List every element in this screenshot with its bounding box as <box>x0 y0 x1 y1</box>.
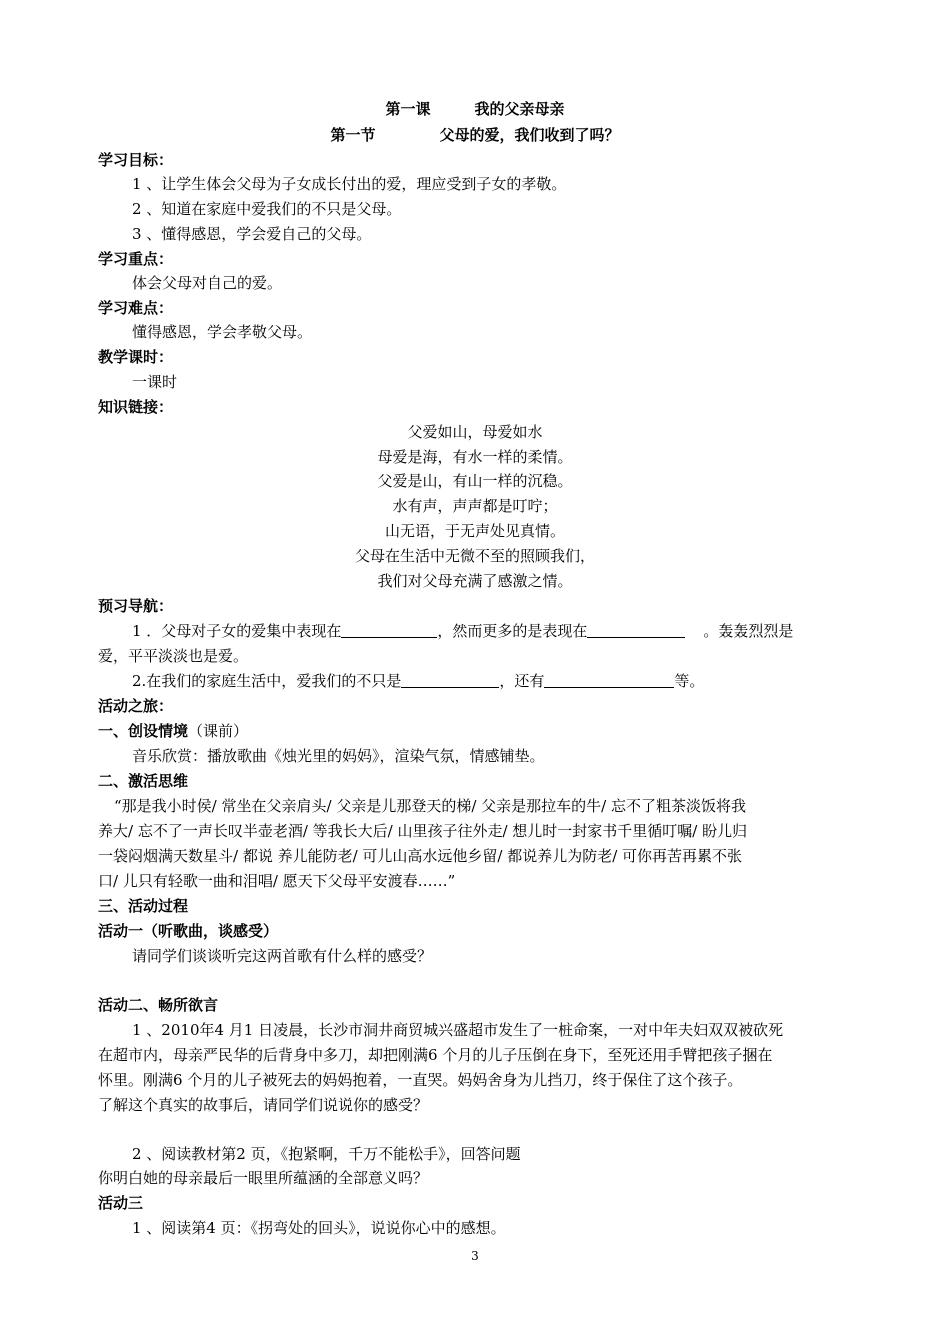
poem-line: 我们对父母充满了感激之情。 <box>377 572 573 590</box>
preview-question-1-cont: 爱，平平淡淡也是爱。 <box>98 647 249 665</box>
poem-line: 山无语，于无声处见真情。 <box>384 522 565 540</box>
lyric-line: “那是我小时侯/ 常坐在父亲肩头/ 父亲是儿那登天的梯/ 父亲是那拉车的牛/ 忘不了粗茶淡饭将我 <box>114 797 746 815</box>
goal-item: 1 、让学生体会父母为子女成长付出的爱，理应受到子女的孝敬。 <box>132 175 567 193</box>
poem-line: 父母在生活中无微不至的照顾我们， <box>354 547 595 565</box>
story-line: 在超市内，母亲严民华的后背身中多刀，却把刚满6 个月的儿子压倒在身下，至死还用手臂把孩子捆在 <box>98 1046 773 1064</box>
answer-blank[interactable] <box>341 621 437 638</box>
activity3-heading: 活动三 <box>98 1194 144 1212</box>
activity2-heading: 活动二、畅所欲言 <box>98 996 219 1014</box>
key-text: 体会父母对自己的爱。 <box>132 274 283 292</box>
part2-heading: 二、激活思维 <box>98 772 189 790</box>
lyric-line: 口/ 儿只有轻歌一曲和泪唱/ 愿天下父母平安渡春……” <box>98 872 456 890</box>
part1-heading: 一、创设情境（课前） <box>98 722 249 740</box>
section-title: 第一节 父母的爱，我们收到了吗？ <box>330 126 620 144</box>
activity1-text: 请同学们谈谈听完这两首歌有什么样的感受？ <box>132 947 433 965</box>
story-line: 1 、2010年4 月1 日凌晨，长沙市洞井商贸城兴盛超市发生了一桩命案，一对中年夫妇双双被砍死 <box>132 1021 784 1039</box>
difficulty-text: 懂得感恩，学会孝敬父母。 <box>132 323 313 341</box>
answer-blank[interactable] <box>544 671 674 688</box>
activity2-question-1: 了解这个真实的故事后，请同学们说说你的感受？ <box>98 1096 429 1114</box>
activity2-item-2: 2 、阅读教材第2 页，《抱紧啊，千万不能松手》，回答问题 <box>132 1145 521 1163</box>
answer-blank[interactable] <box>401 671 499 688</box>
part3-heading: 三、活动过程 <box>98 897 189 915</box>
activity2-question-2: 你明白她的母亲最后一眼里所蕴涵的全部意义吗？ <box>98 1169 429 1187</box>
lesson-title: 第一课 我的父亲母亲 <box>385 100 565 118</box>
poem-line: 父爱如山，母爱如水 <box>407 423 543 441</box>
goal-item: 3 、懂得感恩，学会爱自己的父母。 <box>132 225 372 243</box>
poem-line: 水有声，声声都是叮咛； <box>392 497 558 515</box>
story-line: 怀里。刚满6 个月的儿子被死去的妈妈抱着，一直哭。妈妈舍身为儿挡刀，终于保住了这个孩子。 <box>98 1071 743 1089</box>
goal-item: 2 、知道在家庭中爱我们的不只是父母。 <box>132 200 402 218</box>
lyric-line: 一袋闷烟满天数星斗/ 都说 养儿能防老/ 可儿山高水远他乡留/ 都说养儿为防老/ 可你再苦再累不张 <box>98 847 743 865</box>
part1-text: 音乐欣赏：播放歌曲《烛光里的妈妈》，渲染气氛，情感铺垫。 <box>132 747 545 765</box>
activity3-item-1: 1 、阅读第4 页：《拐弯处的回头》，说说你心中的感想。 <box>132 1219 506 1237</box>
goals-heading: 学习目标： <box>98 151 174 169</box>
hours-text: 一课时 <box>132 373 178 391</box>
preview-heading: 预习导航： <box>98 597 174 615</box>
answer-blank[interactable] <box>587 621 685 638</box>
link-heading: 知识链接： <box>98 398 174 416</box>
page-number: 3 <box>471 1249 479 1263</box>
preview-question-1: 1 ．父母对子女的爱集中表现在 ，然而更多的是表现在 。轰轰烈烈是 <box>132 622 794 640</box>
preview-question-2: 2.在我们的家庭生活中，爱我们的不只是 ，还有 等。 <box>132 672 705 690</box>
lyric-line: 养大/ 忘不了一声长叹半壶老酒/ 等我长大后/ 山里孩子往外走/ 想儿时一封家书千里循叮嘱/ 盼儿归 <box>98 822 748 840</box>
poem-line: 母爱是海，有水一样的柔情。 <box>377 448 573 466</box>
difficulty-heading: 学习难点： <box>98 299 174 317</box>
poem-line: 父爱是山，有山一样的沉稳。 <box>377 472 573 490</box>
journey-heading: 活动之旅： <box>98 697 174 715</box>
key-heading: 学习重点： <box>98 250 174 268</box>
hours-heading: 教学课时： <box>98 348 174 366</box>
activity1-heading: 活动一（听歌曲，谈感受） <box>98 922 279 940</box>
